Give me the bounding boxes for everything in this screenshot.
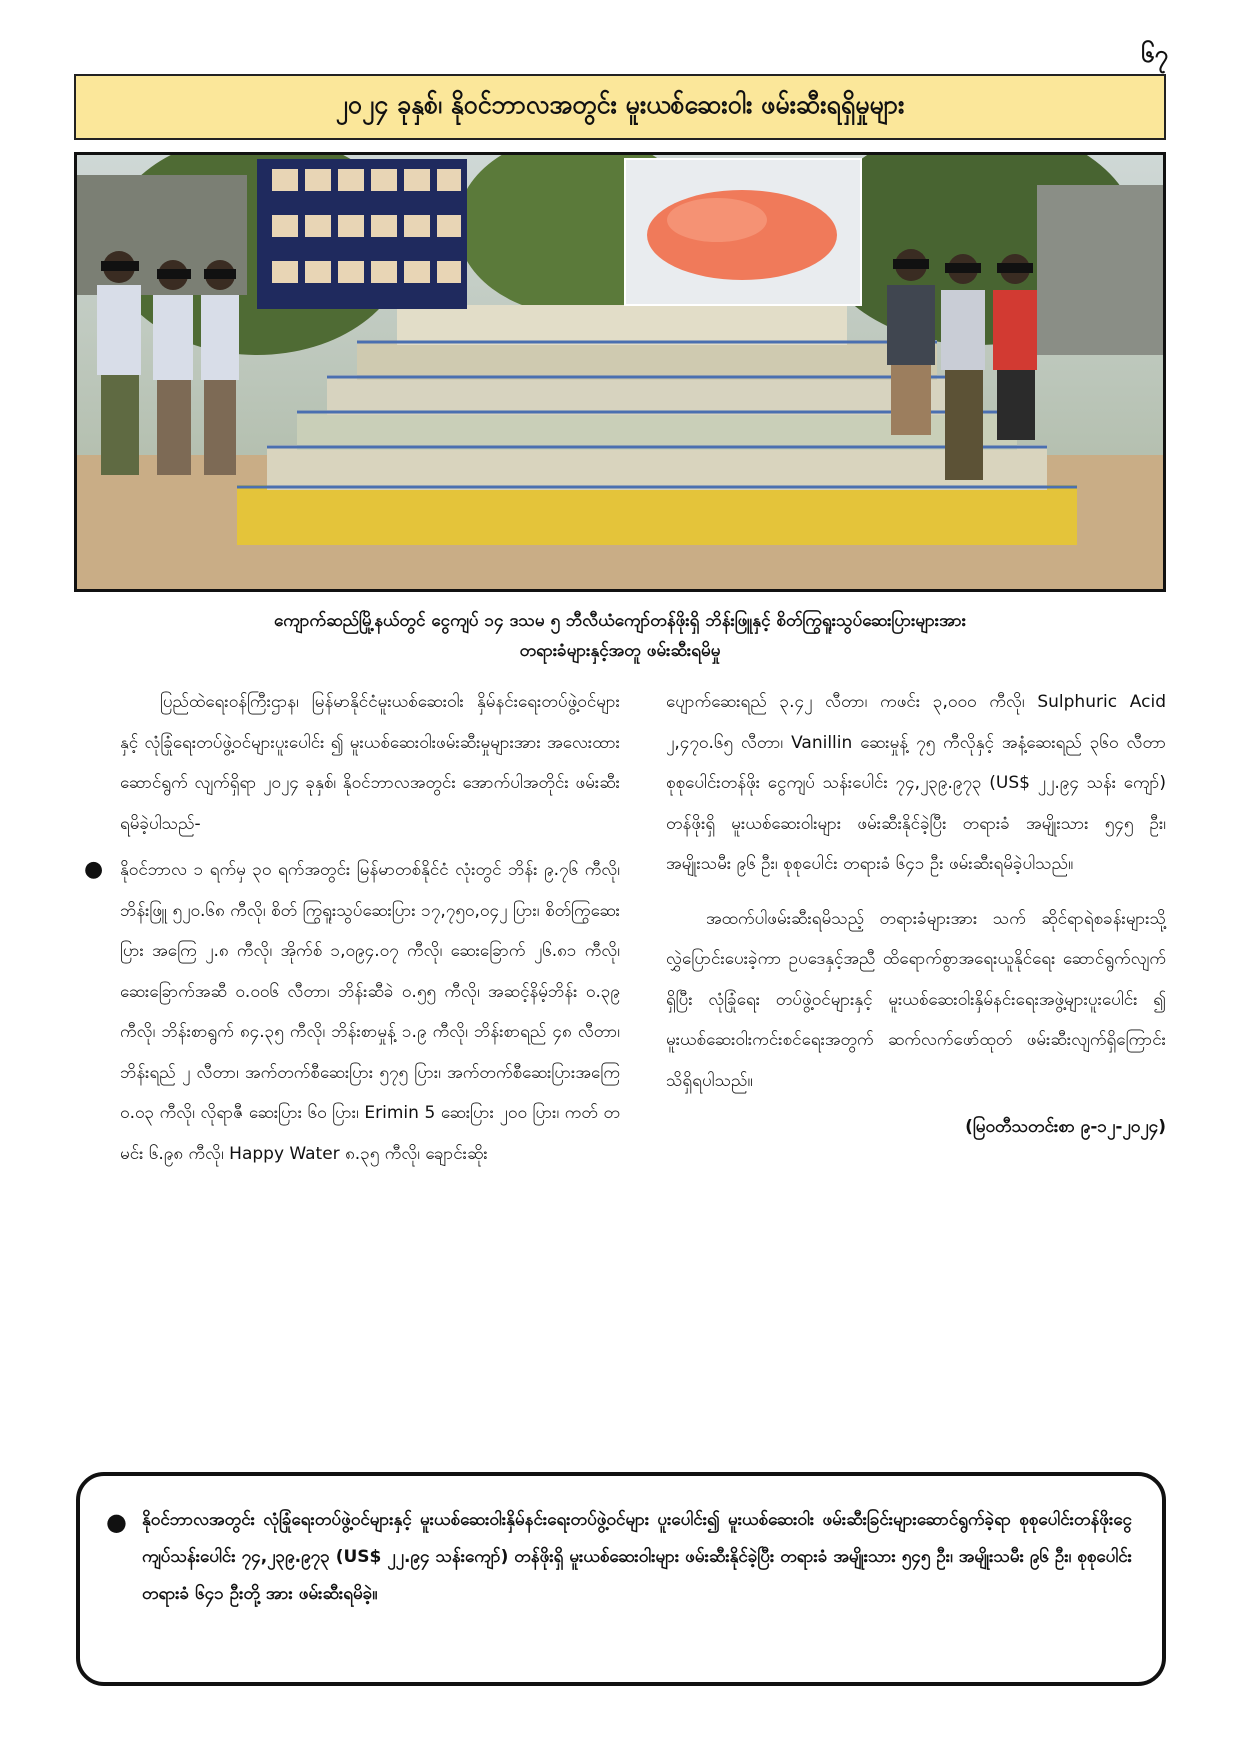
photo-caption <box>90 606 1150 666</box>
article-left-column <box>84 682 620 1174</box>
article-intro: ပြည်ထဲရေးဝန်ကြီးဌာန၊ မြန်မာနိုင်ငံမူးယစ်ဆေးဝါး နှိမ်နင်းရေးတပ်ဖွဲ့ဝင်များနှင့် လုံခြုံရေးတပ်ဖွဲ့ဝင်များပူးပေါင်း ၍ မူးယစ်ဆေးဝါးဖမ်းဆီးမှုများအား အလေးထားဆောင်ရွက် လျက်ရှိရာ ၂၀၂၄ ခုနှစ်၊ နိုဝင်ဘာလအတွင်း အောက်ပါအတိုင်း ဖမ်းဆီးရမိခဲ့ပါသည်- <box>120 692 620 834</box>
caption-line-1: ကျောက်ဆည်မြို့နယ်တွင် ငွေကျပ် ၁၄ ဒသမ ၅ ဘီလီယံကျော်တန်ဖိုးရှိ ဘိန်းဖြူနှင့် စိတ်ကြွရူးသွပ်ဆေးပြားများအား <box>273 611 967 631</box>
news-source: (မြဝတီသတင်းစာ ၉-၁၂-၂၀၂၄) <box>965 1117 1166 1137</box>
summary-text: နိုဝင်ဘာလအတွင်း လုံခြုံရေးတပ်ဖွဲ့ဝင်များနှင့် မူးယစ်ဆေးဝါးနှိမ်နင်းရေးတပ်ဖွဲ့ဝင်များ ပူးပေါင်း၍ မူးယစ်ဆေးဝါး ဖမ်းဆီးခြင်းများဆောင်ရွက်ခဲ့ရာ စုစုပေါင်းတန်ဖိုးငွေကျပ်သန်းပေါင်း ၇၄,၂၃၉.၉၇၃ (US$ ၂၂.၉၄ သန်းကျော်) တန်ဖိုးရှိ မူးယစ်ဆေးဝါးများ ဖမ်းဆီးနိုင်ခဲ့ပြီး တရားခံ အမျိုးသား ၅၄၅ ဦး၊ အမျိုးသမီး ၉၆ ဦး၊ စုစုပေါင်းတရားခံ ၆၄၁ ဦးတို့ အား ဖမ်းဆီးရမိခဲ့။ <box>142 1510 1132 1604</box>
follow-up-paragraph: အထက်ပါဖမ်းဆီးရမိသည့် တရားခံများအား သက် ဆိုင်ရာရဲစခန်းများသို့ လွှဲပြောင်းပေးခဲ့ကာ ဥပဒေနှင့်အညီ ထိရောက်စွာအရေးယူနိုင်ရေး ဆောင်ရွက်လျက်ရှိပြီး လုံခြုံရေး တပ်ဖွဲ့ဝင်များနှင့် မူးယစ်ဆေးဝါးနှိမ်နင်းရေးအဖွဲ့များပူးပေါင်း ၍ မူးယစ်ဆေးဝါးကင်းစင်ရေးအတွက် ဆက်လက်ဖော်ထုတ် ဖမ်းဆီးလျက်ရှိကြောင်း သိရှိရပါသည်။ <box>666 908 1166 1091</box>
caption-line-2: တရားခံများနှင့်အတူ ဖမ်းဆီးရမိမှု <box>519 641 721 661</box>
page-number: ၆၇ <box>1141 40 1168 68</box>
article-right-column <box>666 682 1166 1148</box>
seizure-photo <box>74 152 1166 592</box>
page-title-text: ၂၀၂၄ ခုနှစ်၊ နိုဝင်ဘာလအတွင်း မူးယစ်ဆေးဝါး ဖမ်းဆီးရရှိမှုများ <box>335 89 905 119</box>
list-item <box>84 850 620 1174</box>
page-title <box>74 74 1166 140</box>
bullet-icon: ● <box>84 857 104 882</box>
seizure-details: နိုဝင်ဘာလ ၁ ရက်မှ ၃၀ ရက်အတွင်း မြန်မာတစ်နိုင်ငံ လုံးတွင် ဘိန်း ၉.၇၆ ကီလို၊ ဘိန်းဖြူ ၅၂၀.၆၈ ကီလို၊ စိတ် ကြွရူးသွပ်ဆေးပြား ၁၇,၇၅၀,၀၄၂ ပြား၊ စိတ်ကြွဆေးပြား အကြေ ၂.၈ ကီလို၊ အိုက်စ် ၁,၀၉၄.၀၇ ကီလို၊ ဆေးခြောက် ၂၆.၈၁ ကီလို၊ ဆေးခြောက်အဆီ ၀.၀၀၆ လီတာ၊ ဘိန်းဆီခဲ ၀.၅၅ ကီလို၊ အဆင့်နိမ့်ဘိန်း ၀.၃၉ ကီလို၊ ဘိန်းစာရွက် ၈၄.၃၅ ကီလို၊ ဘိန်းစာမှုန့် ၁.၉ ကီလို၊ ဘိန်းစာရည် ၄၈ လီတာ၊ ဘိန်းရည် ၂ လီတာ၊ အက်တက်စီဆေးပြား ၅၇၅ ပြား၊ အက်တက်စီဆေးပြားအကြေ ၀.၀၃ ကီလို၊ လိုရာဇီ ဆေးပြား ၆၀ ပြား၊ Erimin 5 ဆေးပြား ၂၀၀ ပြား၊ ကတ် တမင်း ၆.၉၈ ကီလို၊ Happy Water ၈.၃၅ ကီလို၊ ချောင်းဆိုး <box>120 860 620 1164</box>
bullet-icon: ● <box>106 1508 127 1536</box>
seizure-list <box>84 850 620 1174</box>
summary-box <box>76 1472 1166 1686</box>
seizure-details-continued: ပျောက်ဆေးရည် ၃.၄၂ လီတာ၊ ကဖင်း ၃,၀၀၀ ကီလို၊ Sulphuric Acid ၂,၄၇၀.၆၅ လီတာ၊ Vanillin ဆေးမှုန့် ၇၅ ကီလိုနှင့် အနံ့ဆေးရည် ၃၆၀ လီတာ စုစုပေါင်းတန်ဖိုး ငွေကျပ် သန်းပေါင်း ၇၄,၂၃၉.၉၇၃ (US$ ၂၂.၉၄ သန်း ကျော်) တန်ဖိုးရှိ မူးယစ်ဆေးဝါးများ ဖမ်းဆီးနိုင်ခဲ့ပြီး တရားခံ အမျိုးသား ၅၄၅ ဦး၊ အမျိုးသမီး ၉၆ ဦး၊ စုစုပေါင်း တရားခံ ၆၄၁ ဦး ဖမ်းဆီးရမိခဲ့ပါသည်။ <box>666 692 1166 874</box>
